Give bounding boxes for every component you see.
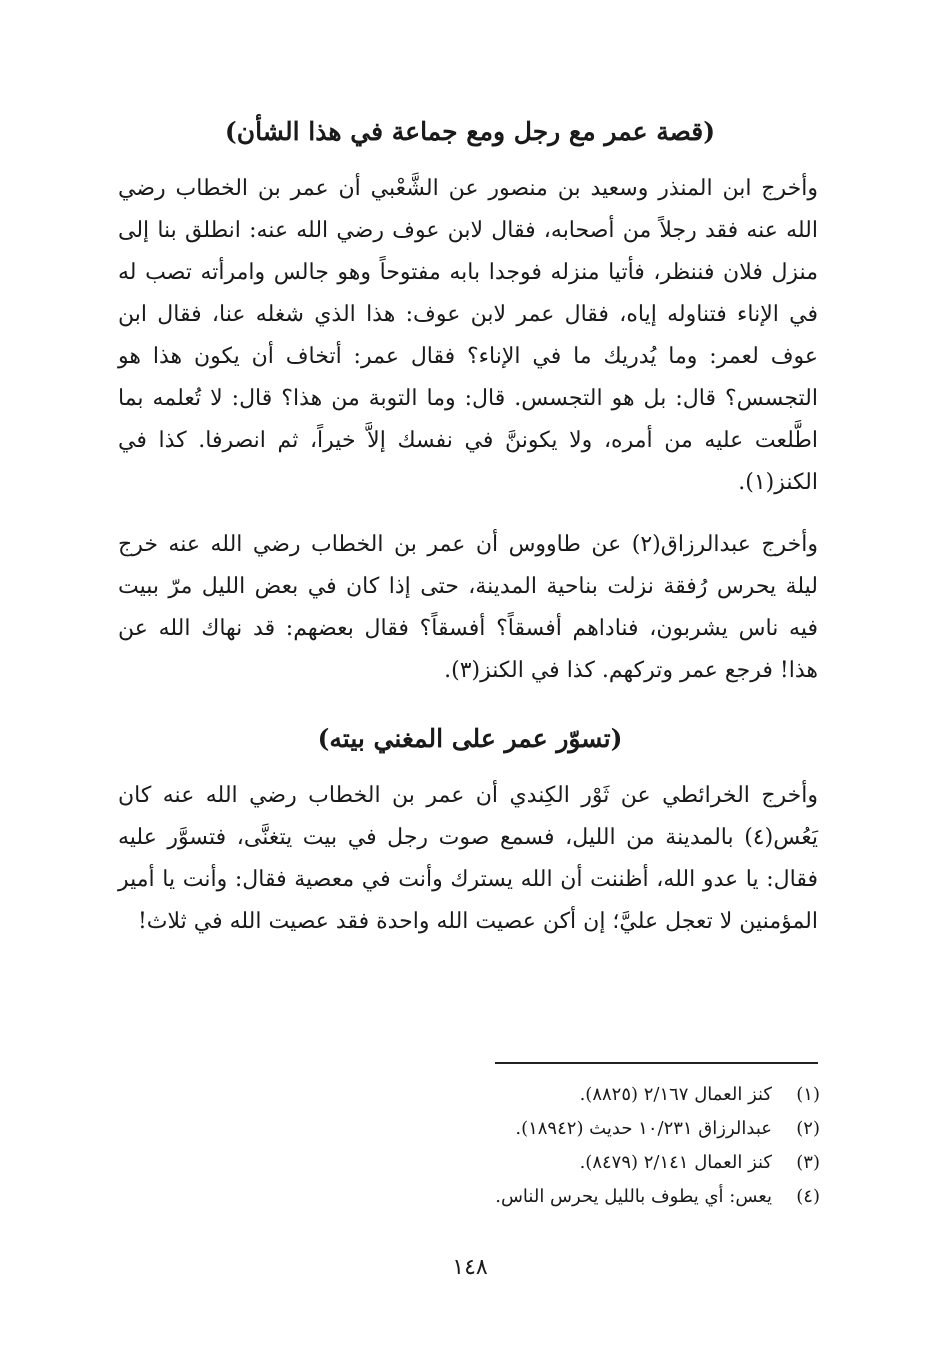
paragraph-spying-story: وأخرج ابن المنذر وسعيد بن منصور عن الشَّعْبي أن عمر بن الخطاب رضي الله عنه فقد رجلاً من أصحابه، فقال لابن عوف رضي الله عنه: انطلق بنا إلى منزل فلان فننظر، فأتيا منزله فوجدا بابه مفتوحاً وهو جالس وامرأته تصب له في الإناء فتناوله إياه، فقال عمر لابن عوف: هذا الذي شغله عنا، فقال ابن عوف لعمر: وما يُدريك ما في الإناء؟ فقال عمر: أتخاف أن يكون هذا هو التجسس؟ قال: بل هو التجسس. قال: وما التوبة من هذا؟ قال: لا تُعلمه بما اطَّلعت عليه من أمره، ولا يكوننَّ في نفسك إلاَّ خيراً، ثم انصرفا. كذا في الكنز(١).	[118, 176, 819, 495]
footnote-item	[300, 1078, 820, 1112]
section-title-umar-and-group: (قصة عمر مع رجل ومع جماعة في هذا الشأن)	[224, 117, 716, 146]
footnote-item	[300, 1180, 820, 1214]
footnote-text: يعس: أي يطوف بالليل يحرس الناس.	[495, 1186, 772, 1207]
footnote-number: (١)	[796, 1084, 820, 1105]
footnote-number: (٢)	[796, 1118, 820, 1139]
footnote-text: عبدالرزاق ١٠/٢٣١ حديث (١٨٩٤٢).	[515, 1118, 772, 1139]
paragraph-singer-story: وأخرج الخرائطي عن ثَوْر الكِندي أن عمر بن الخطاب رضي الله عنه كان يَعُس(٤) بالمدينة من الليل، فسمع صوت رجل في بيت يتغنَّى، فتسوَّر عليه فقال: يا عدو الله، أظننت أن الله يسترك وأنت في معصية فقال: وأنت يا أمير المؤمنين لا تعجل عليَّ؛ إن أكن عصيت الله واحدة فقد عصيت الله في ثلاث!	[118, 783, 818, 934]
footnote-number: (٤)	[796, 1186, 820, 1207]
section-title-singer-house: (تسوّر عمر على المغني بيته)	[317, 724, 623, 753]
paragraph-abdurrazzaq-story: وأخرج عبدالرزاق(٢) عن طاووس أن عمر بن الخطاب رضي الله عنه خرج ليلة يحرس رُفقة نزلت بناحية المدينة، حتى إذا كان في بعض الليل مرّ ببيت فيه ناس يشربون، فناداهم أفسقاً؟ أفسقاً؟ فقال بعضهم: قد نهاك الله عن هذا! فرجع عمر وتركهم. كذا في الكنز(٣).	[118, 532, 818, 683]
footnote-divider	[495, 1062, 818, 1064]
page-number: ١٤٨	[452, 1255, 488, 1280]
footnotes-list	[300, 1078, 820, 1214]
footnote-item	[300, 1112, 820, 1146]
footnote-text: كنز العمال ٢/١٤١ (٨٤٧٩).	[579, 1152, 772, 1173]
footnote-number: (٣)	[796, 1152, 820, 1173]
footnote-text: كنز العمال ٢/١٦٧ (٨٨٢٥).	[579, 1084, 772, 1105]
footnote-item	[300, 1146, 820, 1180]
